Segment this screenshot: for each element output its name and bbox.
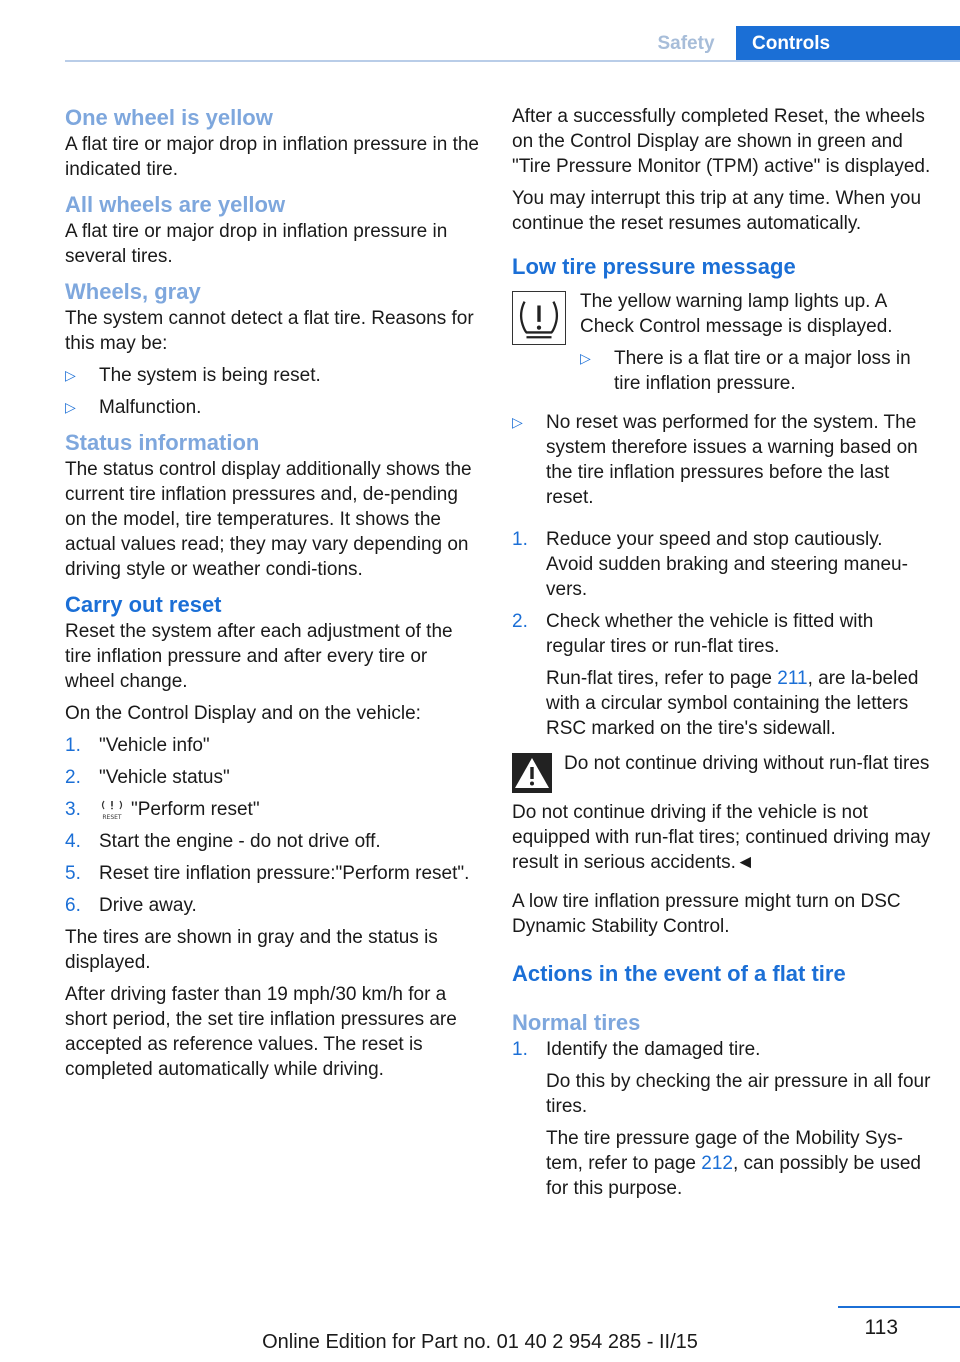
- paragraph: After driving faster than 19 mph/30 km/h for a short period, the set tire inflation pressures are accepted as reference values. The reset is completed automatically while driving.: [65, 984, 457, 1080]
- triangle-bullet-icon: ▷: [512, 414, 523, 430]
- step-number: 4.: [65, 831, 81, 852]
- steps-list: [512, 527, 932, 659]
- paragraph: After a successfully completed Reset, the wheels on the Control Display are shown in green and "Tire Pressure Monitor (TPM) active" is displayed.: [512, 106, 931, 177]
- step-number: 1.: [512, 529, 528, 550]
- heading-low-tire-pressure: Low tire pressure message: [512, 254, 796, 279]
- list-item-text: "Vehicle status": [99, 767, 230, 788]
- step-number: 6.: [65, 895, 81, 916]
- runflat-text: , are la‐beled with a circular symbol containing the letters RSC marked on the tire's sidewall.: [546, 668, 919, 739]
- list-item-text: Reset tire inflation pressure:"Perform reset".: [99, 863, 470, 884]
- left-column: [65, 104, 480, 1091]
- list-item: [65, 395, 480, 420]
- paragraph: Do this by checking the air pressure in all four tires.: [546, 1071, 931, 1117]
- paragraph: A flat tire or major drop in inflation pressure in the indicated tire.: [65, 134, 479, 180]
- heading-normal-tires: Normal tires: [512, 1010, 641, 1035]
- footer-edition: Online Edition for Part no. 01 40 2 954 285 - II/15: [262, 1331, 698, 1353]
- triangle-bullet-icon: ▷: [580, 350, 591, 366]
- section-carry-out-reset: [65, 591, 480, 1082]
- list-item: [580, 346, 932, 396]
- list-item: [512, 527, 932, 602]
- triangle-bullet-icon: ▷: [65, 367, 76, 383]
- step-number: 3.: [65, 799, 81, 820]
- paragraph: [512, 666, 932, 741]
- header-tabs: [636, 26, 960, 61]
- warning-lamp-row: [512, 289, 932, 403]
- section-wheels-gray: [65, 278, 480, 420]
- tire-pressure-warning-icon: [512, 291, 566, 345]
- list-item-text: There is a flat tire or a major loss in tire inflation pressure.: [614, 348, 911, 394]
- paragraph: You may interrupt this trip at any time. When you continue the reset resumes automatically.: [512, 188, 922, 234]
- reset-icon-label: RESET: [102, 813, 122, 821]
- bullet-list: [65, 363, 480, 420]
- list-item-text: No reset was performed for the system. The system therefore issues a warning based on the tire inflation pressures before the last reset.: [546, 412, 918, 508]
- tab-controls[interactable]: Controls: [736, 26, 960, 61]
- section-all-wheels-yellow: [65, 191, 480, 269]
- list-item: [512, 609, 932, 659]
- list-item-text: Check whether the vehicle is fitted with regular tires or run-flat tires.: [546, 611, 874, 657]
- warning-title: Do not continue driving without run-flat tires: [564, 753, 930, 774]
- warning-lamp-text-block: [580, 289, 932, 403]
- header-divider: [65, 60, 960, 62]
- list-item: [65, 829, 480, 854]
- steps-list: [65, 733, 480, 918]
- paragraph: Reset the system after each adjustment of the tire inflation pressure and after every tire or wheel change.: [65, 621, 453, 692]
- paragraph: A flat tire or major drop in inflation pressure in several tires.: [65, 221, 448, 267]
- mobility-text: The tire pressure gage of the Mobility Sys‐tem, refer to page: [546, 1128, 903, 1174]
- page-link-212[interactable]: 212: [701, 1153, 733, 1174]
- paragraph: The tires are shown in gray and the status is displayed.: [65, 927, 438, 973]
- bullet-list: [580, 346, 932, 396]
- heading-status-information: Status information: [65, 430, 260, 455]
- list-item-text: Identify the damaged tire.: [546, 1039, 761, 1060]
- list-item: [512, 410, 932, 510]
- list-item: [512, 1037, 932, 1062]
- page-number-line: [838, 1306, 960, 1308]
- section-one-wheel-yellow: [65, 104, 480, 182]
- page-link-211[interactable]: 211: [777, 668, 808, 689]
- list-item-text: The system is being reset.: [99, 365, 321, 386]
- tab-safety[interactable]: Safety: [657, 33, 715, 54]
- section-flat-tire-actions: [512, 960, 932, 988]
- step-number: 2.: [65, 767, 81, 788]
- runflat-text: Run-flat tires, refer to page: [546, 668, 778, 689]
- list-item: [65, 363, 480, 388]
- list-item-text: Reduce your speed and stop cautiously. Avoid sudden braking and steering maneu‐vers.: [546, 529, 908, 600]
- step-number: 1.: [512, 1039, 528, 1060]
- heading-carry-out-reset: Carry out reset: [65, 592, 222, 617]
- list-item: [65, 765, 480, 790]
- step-number: 5.: [65, 863, 81, 884]
- heading-one-wheel-yellow: One wheel is yellow: [65, 105, 273, 130]
- mobility-text: , can possibly be used for this purpose.: [546, 1153, 921, 1199]
- list-item-text: Drive away.: [99, 895, 197, 916]
- list-item: [65, 861, 480, 886]
- paragraph: Do not continue driving if the vehicle is not equipped with run-flat tires; continued driving may result in serious accidents.◄: [512, 802, 931, 873]
- list-item-text: "Vehicle info": [99, 735, 210, 756]
- list-item-text: Malfunction.: [99, 397, 202, 418]
- paragraph: The yellow warning lamp lights up. A Check Control message is displayed.: [580, 291, 893, 337]
- paragraph: A low tire inflation pressure might turn on DSC Dynamic Stability Control.: [512, 891, 901, 937]
- heading-flat-tire-actions: Actions in the event of a flat tire: [512, 961, 846, 986]
- heading-wheels-gray: Wheels, gray: [65, 279, 201, 304]
- paragraph: The system cannot detect a flat tire. Reasons for this may be:: [65, 308, 474, 354]
- heading-all-wheels-yellow: All wheels are yellow: [65, 192, 286, 217]
- list-item: [65, 893, 480, 918]
- list-item-text: "Perform reset": [131, 799, 260, 820]
- paragraph: On the Control Display and on the vehicle:: [65, 703, 421, 724]
- list-item-text: Start the engine - do not drive off.: [99, 831, 381, 852]
- page-number: 113: [864, 1316, 898, 1339]
- section-normal-tires: [512, 1009, 932, 1201]
- paragraph: The status control display additionally shows the current tire inflation pressures and, de‐pending on the model, tire temperatures. It shows the actual values read; they may vary depending on driving style or weather condi‐tions.: [65, 459, 472, 580]
- list-item: [65, 797, 480, 822]
- section-status-information: [65, 429, 480, 582]
- warning-note: [512, 751, 932, 793]
- warning-triangle-icon: [512, 753, 552, 793]
- paragraph: [512, 1126, 932, 1201]
- steps-list: [512, 1037, 932, 1062]
- triangle-bullet-icon: ▷: [65, 399, 76, 415]
- right-column: [512, 104, 932, 1210]
- bullet-list: [512, 410, 932, 510]
- section-low-tire-pressure: [512, 253, 932, 939]
- step-number: 1.: [65, 735, 81, 756]
- tpm-reset-icon: [99, 799, 125, 821]
- list-item: [65, 733, 480, 758]
- step-number: 2.: [512, 611, 528, 632]
